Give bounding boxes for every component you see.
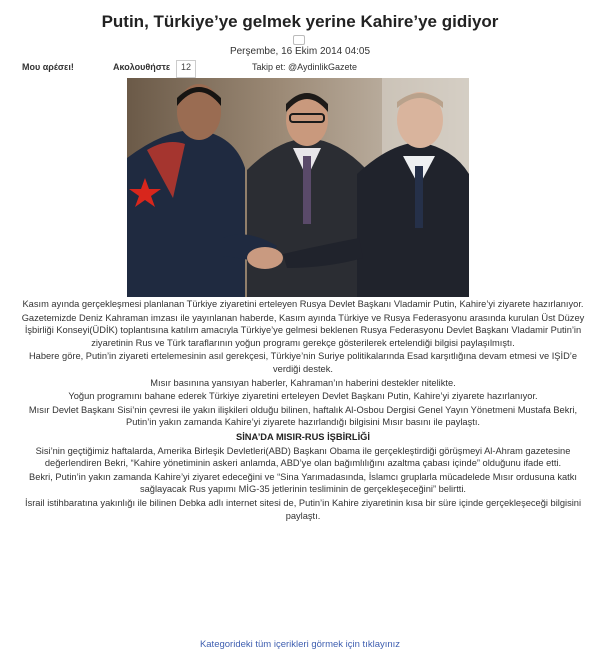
paragraph: Yoğun programını bahane ederek Türkiye ziyaretini erteleyen Devlet Başkanı Putin, Kahire’yi ziyarete hazırlanıyor. <box>68 391 538 402</box>
paragraph: Habere göre, Putin’in ziyareti ertelemesinin asıl gerekçesi, Türkiye’nin Suriye politikalarında Esad karşıtlığına devam etmesi ve IŞİD’e verdiği destek. <box>28 351 578 374</box>
paragraph: Bekri, Putin’in yakın zamanda Kahire’yi ziyaret edeceğini ve “Sina Yarımadasında, İslamcı gruplarla mücadelede Mısır ordusuna katkı sağlayacak Rus yapımı MİG-35 jetlerinin tesliminin de gerçekleşeceğini” belirtti. <box>29 471 577 495</box>
article-photo <box>127 78 469 297</box>
follow-button[interactable]: Ακολουθήστε <box>113 62 171 72</box>
print-icon[interactable] <box>293 35 305 45</box>
paragraph: Sisi’nin geçtiğimiz haftalarda, Amerika Birleşik Devletleri(ABD) Başkanı Obama ile gerçekleştirdiği görüşmeyi Al-Ahram gazetesine değerlendiren Bekri, “Kahire yönetiminin askeri anlamda, ABD’ye olan bağımlılığını azaltma çabası içinde” olduğunu ifade etti. <box>35 445 571 469</box>
article-date: Perşembe, 16 Ekim 2014 04:05 <box>229 46 371 57</box>
paragraph: İsrail istihbaratına yakınlığı ile bilinen Debka adlı internet sitesi de, Putin’in Kahire ziyaretinin kısa bir süre içinde gerçekleşeceği bilgisini paylaştı. <box>24 497 582 521</box>
like-button[interactable]: Μου αρέσει! <box>22 62 74 72</box>
paragraph: Mısır Devlet Başkanı Sisi’nin çevresi ile yakın ilişkileri olduğu bilinen, haftalık Al-Osbou Dergisi Genel Yayın Yönetmeni Mustafa Bekri, Putin’in yakın zamanda Kahire’yi ziyarete hazırlandığı bilgisini Mısır basını ile paylaştı. <box>28 404 578 428</box>
paragraph: Kasım ayında gerçekleşmesi planlanan Türkiye ziyaretini erteleyen Rusya Devlet Başkanı Vladamir Putin, Kahire’yi ziyarete hazırlanıyor. <box>22 299 584 309</box>
category-link[interactable]: Kategorideki tüm içerikleri görmek için tıklayınız <box>199 639 401 650</box>
paragraph: Mısır basınına yansıyan haberler, Kahraman’ın haberini destekler nitelikte. <box>150 377 456 388</box>
article-body <box>18 298 588 523</box>
paragraph: Gazetemizde Deniz Kahraman imzası ile yayınlanan haberde, Kasım ayında Türkiye ve Rusya Federasyonu arasında kurulan Üst Düzey İşbirliği Konseyi(ÜDİK) toplantısına katılım amacıyla Türkiye’ye gelmesi beklenen Rusya Federasyonu Devlet Başkanı Vladamir Putin’in ziyaretinin Rus ve Türk taraflarının yoğun programı gerekçe gösterilerek ertelendiği bilgisi paylaşılmıştı. <box>21 312 585 348</box>
twitter-follow-link[interactable]: Takip et: @AydinlikGazete <box>252 62 358 72</box>
follow-count-badge: 12 <box>176 60 196 78</box>
article-title: Putin, Türkiye’ye gelmek yerine Kahire’ye gidiyor <box>101 12 499 31</box>
section-subheading: SİNA’DA MISIR-RUS İŞBİRLİĞİ <box>236 431 370 442</box>
